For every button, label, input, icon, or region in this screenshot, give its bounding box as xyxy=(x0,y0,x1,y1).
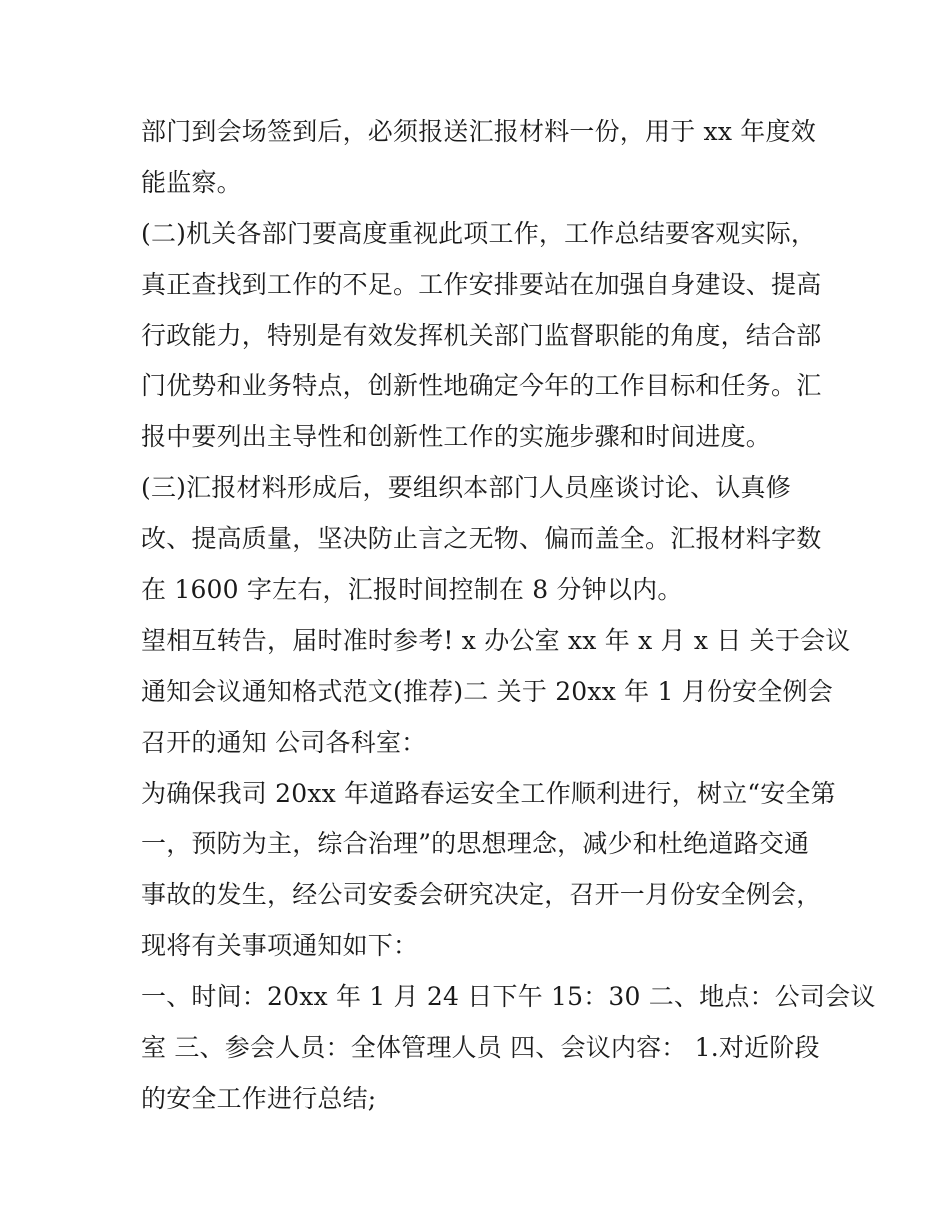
text-line: 事故的发生，经公司安委会研究决定，召开一月份安全例会， xyxy=(141,880,822,910)
text-line: 部门到会场签到后，必须报送汇报材料一份，用于 xx 年度效 xyxy=(141,117,816,146)
text-line: 报中要列出主导性和创新性工作的实施步骤和时间进度。 xyxy=(141,422,772,452)
text-line: 真正查找到工作的不足。工作安排要站在加强自身建设、提高 xyxy=(141,269,822,299)
text-line: 望相互转告，届时准时参考! x 办公室 xx 年 x 月 x 日 关于会议 xyxy=(141,625,851,655)
text-line: 门优势和业务特点，创新性地确定今年的工作目标和任务。汇 xyxy=(141,371,822,401)
text-line: (二)机关各部门要高度重视此项工作，工作总结要客观实际， xyxy=(141,218,817,248)
text-line: (三)汇报材料形成后，要组织本部门人员座谈讨论、认真修 xyxy=(141,473,791,503)
text-line: 召开的通知 公司各科室： xyxy=(141,727,427,757)
text-line: 一，预防为主，综合治理”的思想理念，减少和杜绝道路交通 xyxy=(141,829,810,859)
text-line: 室 三、参会人员：全体管理人员 四、会议内容： 1.对近阶段 xyxy=(141,1033,820,1063)
text-line: 改、提高质量，坚决防止言之无物、偏而盖全。汇报材料字数 xyxy=(141,524,822,554)
text-line: 通知会议通知格式范文(推荐)二 关于 20xx 年 1 月份安全例会 xyxy=(141,676,833,706)
document-body xyxy=(141,107,876,1125)
text-line: 现将有关事项通知如下： xyxy=(141,931,419,961)
text-line: 一、时间：20xx 年 1 月 24 日下午 15：30 二、地点：公司会议 xyxy=(141,982,876,1012)
text-line: 在 1600 字左右，汇报时间控制在 8 分钟以内。 xyxy=(141,575,683,605)
text-line: 的安全工作进行总结; xyxy=(141,1083,377,1113)
text-line: 行政能力，特别是有效发挥机关部门监督职能的角度，结合部 xyxy=(141,320,822,350)
text-line: 为确保我司 20xx 年道路春运安全工作顺利进行，树立“安全第 xyxy=(141,778,836,808)
text-line: 能监察。 xyxy=(141,167,242,197)
